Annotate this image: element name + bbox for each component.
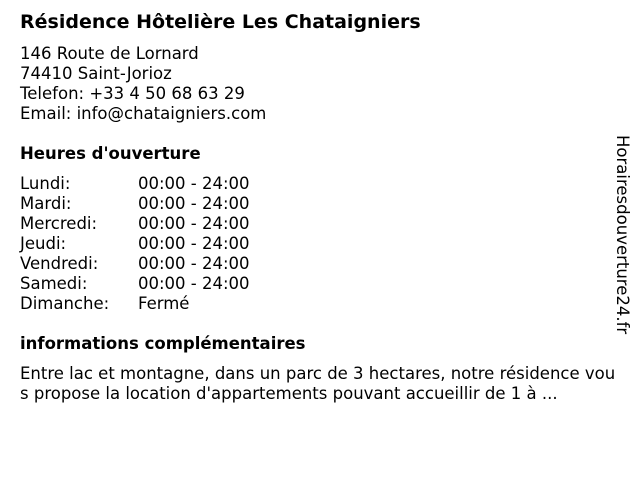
address-phone: Telefon: +33 4 50 68 63 29 [20,84,245,103]
address-block [20,44,266,124]
hours-time: Fermé [138,294,190,313]
address-city: 74410 Saint-Jorioz [20,64,172,83]
page-title: Résidence Hôtelière Les Chataigniers [20,11,421,33]
hours-row [20,274,320,294]
info-description: Entre lac et montagne, dans un parc de 3 hectares, notre résidence vous propose la location d'appartements pouvant accueillir de 1 à ... [20,364,616,403]
hours-time: 00:00 - 24:00 [138,274,250,293]
hours-day: Vendredi: [20,254,99,273]
hours-row [20,174,320,194]
hours-heading: Heures d'ouverture [20,144,201,163]
hours-day: Samedi: [20,274,88,293]
hours-table [20,174,320,314]
hours-day: Mercredi: [20,214,98,233]
address-street: 146 Route de Lornard [20,44,199,63]
hours-time: 00:00 - 24:00 [138,254,250,273]
hours-day: Dimanche: [20,294,110,313]
site-watermark: Horairesdouverture24.fr [613,135,632,335]
hours-day: Mardi: [20,194,72,213]
hours-day: Lundi: [20,174,71,193]
hours-time: 00:00 - 24:00 [138,234,250,253]
info-heading: informations complémentaires [20,334,306,353]
hours-time: 00:00 - 24:00 [138,194,250,213]
hours-time: 00:00 - 24:00 [138,174,250,193]
hours-row [20,254,320,274]
hours-row [20,294,320,314]
address-email: Email: info@chataigniers.com [20,104,267,123]
hours-row [20,234,320,254]
hours-row [20,214,320,234]
hours-row [20,194,320,214]
hours-day: Jeudi: [20,234,67,253]
hours-time: 00:00 - 24:00 [138,214,250,233]
